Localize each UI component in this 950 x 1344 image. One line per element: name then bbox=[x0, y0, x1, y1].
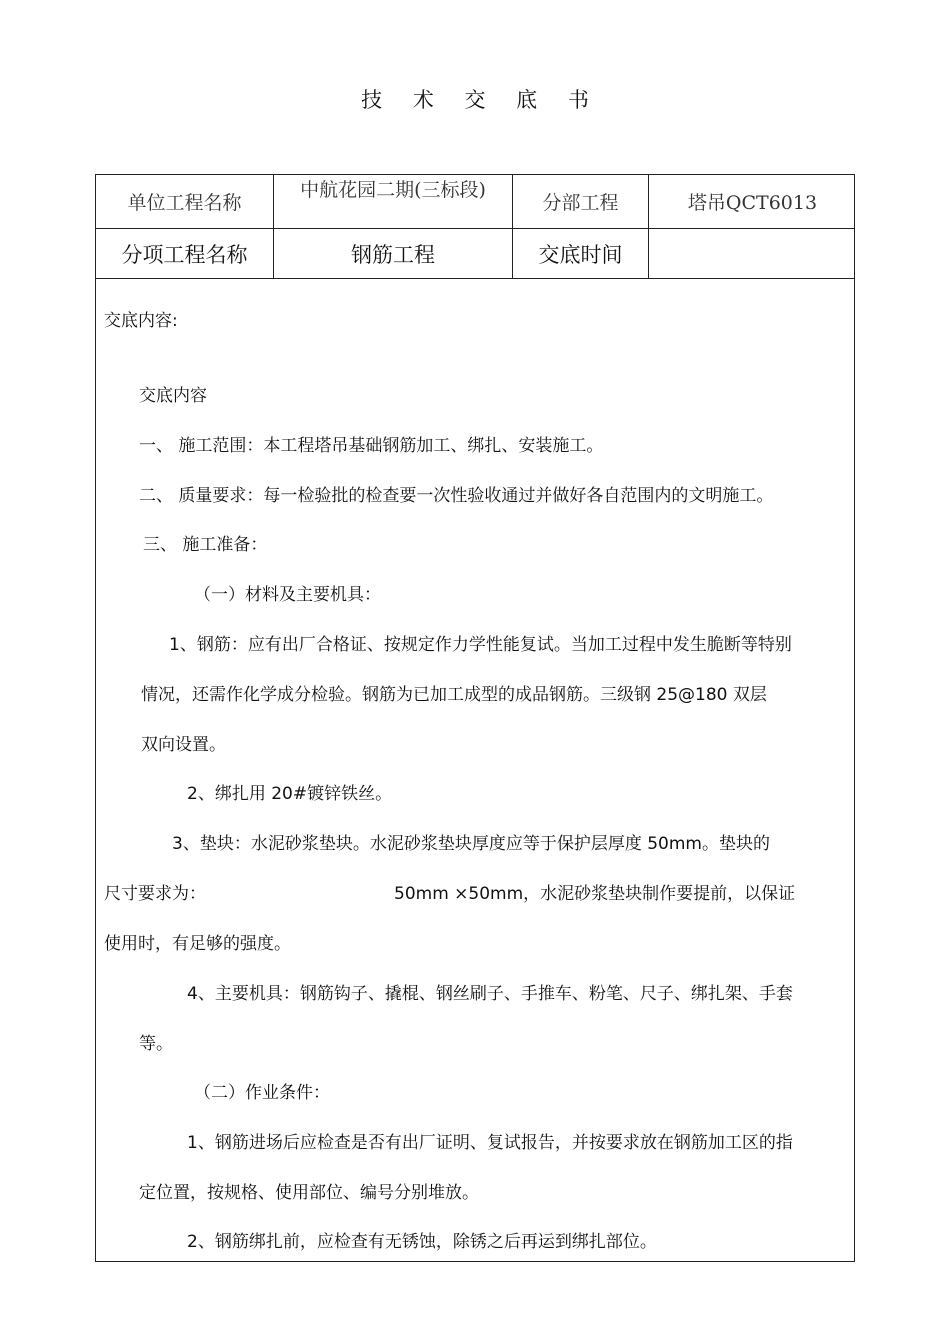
content-line: 尺寸要求为： bbox=[104, 884, 206, 904]
content-line: 双向设置。 bbox=[141, 735, 226, 755]
content-line: 50mm ×50mm，水泥砂浆垫块制作要提前，以保证 bbox=[394, 884, 796, 904]
unit-project-label: 单位工程名称 bbox=[127, 192, 242, 214]
content-line: 1、钢筋进场后应检查是否有出厂证明、复试报告，并按要求放在钢筋加工区的指 bbox=[187, 1133, 793, 1153]
content-line: 3、垫块：水泥砂浆垫块。水泥砂浆垫块厚度应等于保护层厚度 50mm。垫块的 bbox=[172, 834, 770, 854]
content-line: 使用时，有足够的强度。 bbox=[104, 934, 291, 954]
sub-project-value: 钢筋工程 bbox=[351, 242, 435, 267]
row-divider bbox=[96, 278, 854, 279]
content-line: 二、 质量要求：每一检验批的检查要一次性验收通过并做好各自范围内的文明施工。 bbox=[139, 486, 774, 506]
content-line: 等。 bbox=[139, 1034, 173, 1054]
division-project-value: 塔吊QCT6013 bbox=[687, 192, 818, 214]
content-line: 2、钢筋绑扎前，应检查有无锈蚀，除锈之后再运到绑扎部位。 bbox=[187, 1232, 657, 1252]
unit-project-value: 中航花园二期(三标段) bbox=[300, 178, 486, 201]
sub-project-label: 分项工程名称 bbox=[121, 242, 248, 267]
content-subheading: （一）材料及主要机具： bbox=[194, 585, 381, 605]
content-line: 一、 施工范围：本工程塔吊基础钢筋加工、绑扎、安装施工。 bbox=[139, 436, 604, 456]
disclosure-time-label: 交底时间 bbox=[538, 242, 623, 267]
content-line: 定位置，按规格、使用部位、编号分别堆放。 bbox=[139, 1183, 479, 1203]
content-label: 交底内容: bbox=[104, 311, 178, 331]
division-project-label: 分部工程 bbox=[542, 192, 619, 214]
content-line: 情况，还需作化学成分检验。钢筋为已加工成型的成品钢筋。三级钢 25@180 双层 bbox=[141, 685, 767, 705]
content-subheading: （二）作业条件： bbox=[194, 1083, 330, 1103]
content-line: 三、 施工准备： bbox=[143, 535, 268, 555]
content-line: 2、绑扎用 20#镀锌铁丝。 bbox=[187, 784, 393, 804]
content-line: 1、钢筋：应有出厂合格证、按规定作力学性能复试。当加工过程中发生脆断等特别 bbox=[169, 635, 792, 655]
content-line: 4、主要机具：钢筋钩子、撬棍、钢丝刷子、手推车、粉笔、尺子、绑扎架、手套 bbox=[187, 984, 793, 1004]
disclosure-time-value bbox=[649, 229, 856, 278]
document-title: 技 术 交 底 书 bbox=[361, 88, 601, 112]
content-heading: 交底内容 bbox=[139, 386, 207, 406]
